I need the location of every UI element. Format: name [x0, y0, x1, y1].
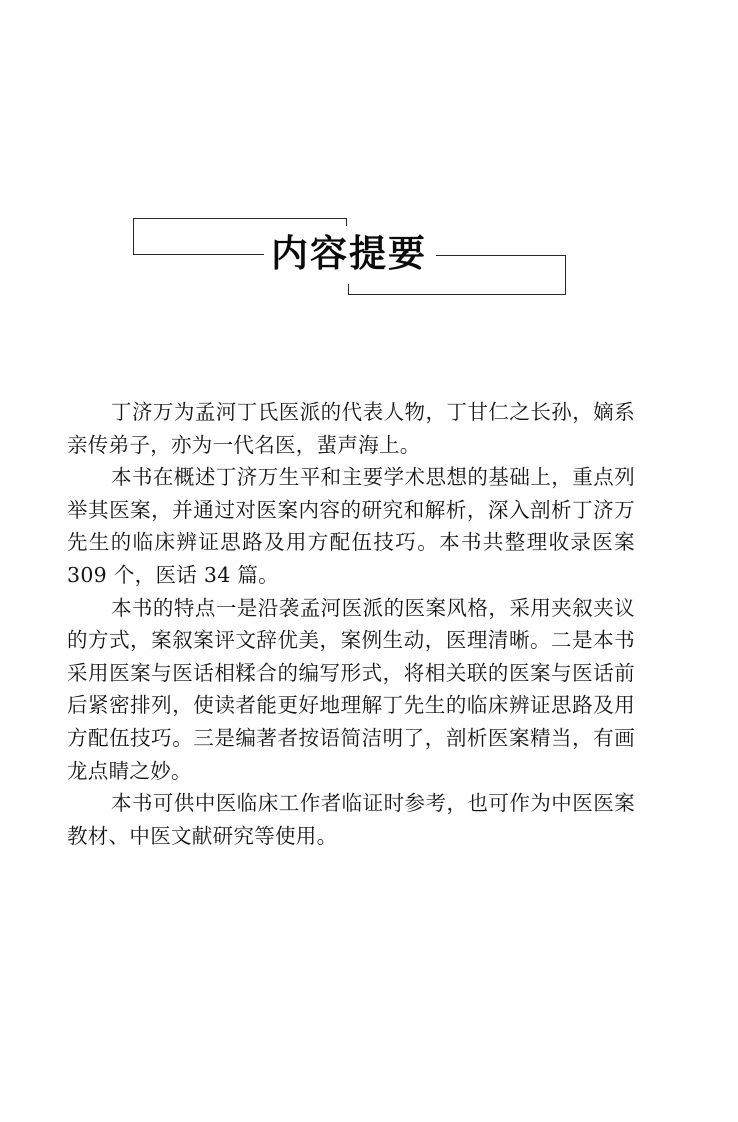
- paragraph-features: 本书的特点一是沿袭孟河医派的医案风格，采用夹叙夹议的方式，案叙案评文辞优美，案例生动，医理清晰。二是本书采用医案与医话相糅合的编写形式，将相关联的医案与医话前后紧密排列，使读者能更好地理解丁先生的临床辨证思路及用方配伍技巧。三是编著者按语简洁明了，剖析医案精当，有画龙点睛之妙。: [67, 595, 635, 783]
- paragraph-intro: 丁济万为孟河丁氏医派的代表人物，丁甘仁之长孙，嫡系亲传弟子，亦为一代名医，蜚声海上。: [67, 400, 635, 457]
- paragraph-content: 本书在概述丁济万生平和主要学术思想的基础上，重点列举其医案，并通过对医案内容的研究和解析，深入剖析丁济万先生的临床辨证思路及用方配伍技巧。本书共整理收录医案 309 个，医话 34 篇。: [67, 465, 635, 587]
- paragraph-audience: 本书可供中医临床工作者临证时参考，也可作为中医医案教材、中医文献研究等使用。: [67, 791, 635, 848]
- page-title: 内容提要: [271, 232, 427, 275]
- summary-body: [67, 396, 635, 852]
